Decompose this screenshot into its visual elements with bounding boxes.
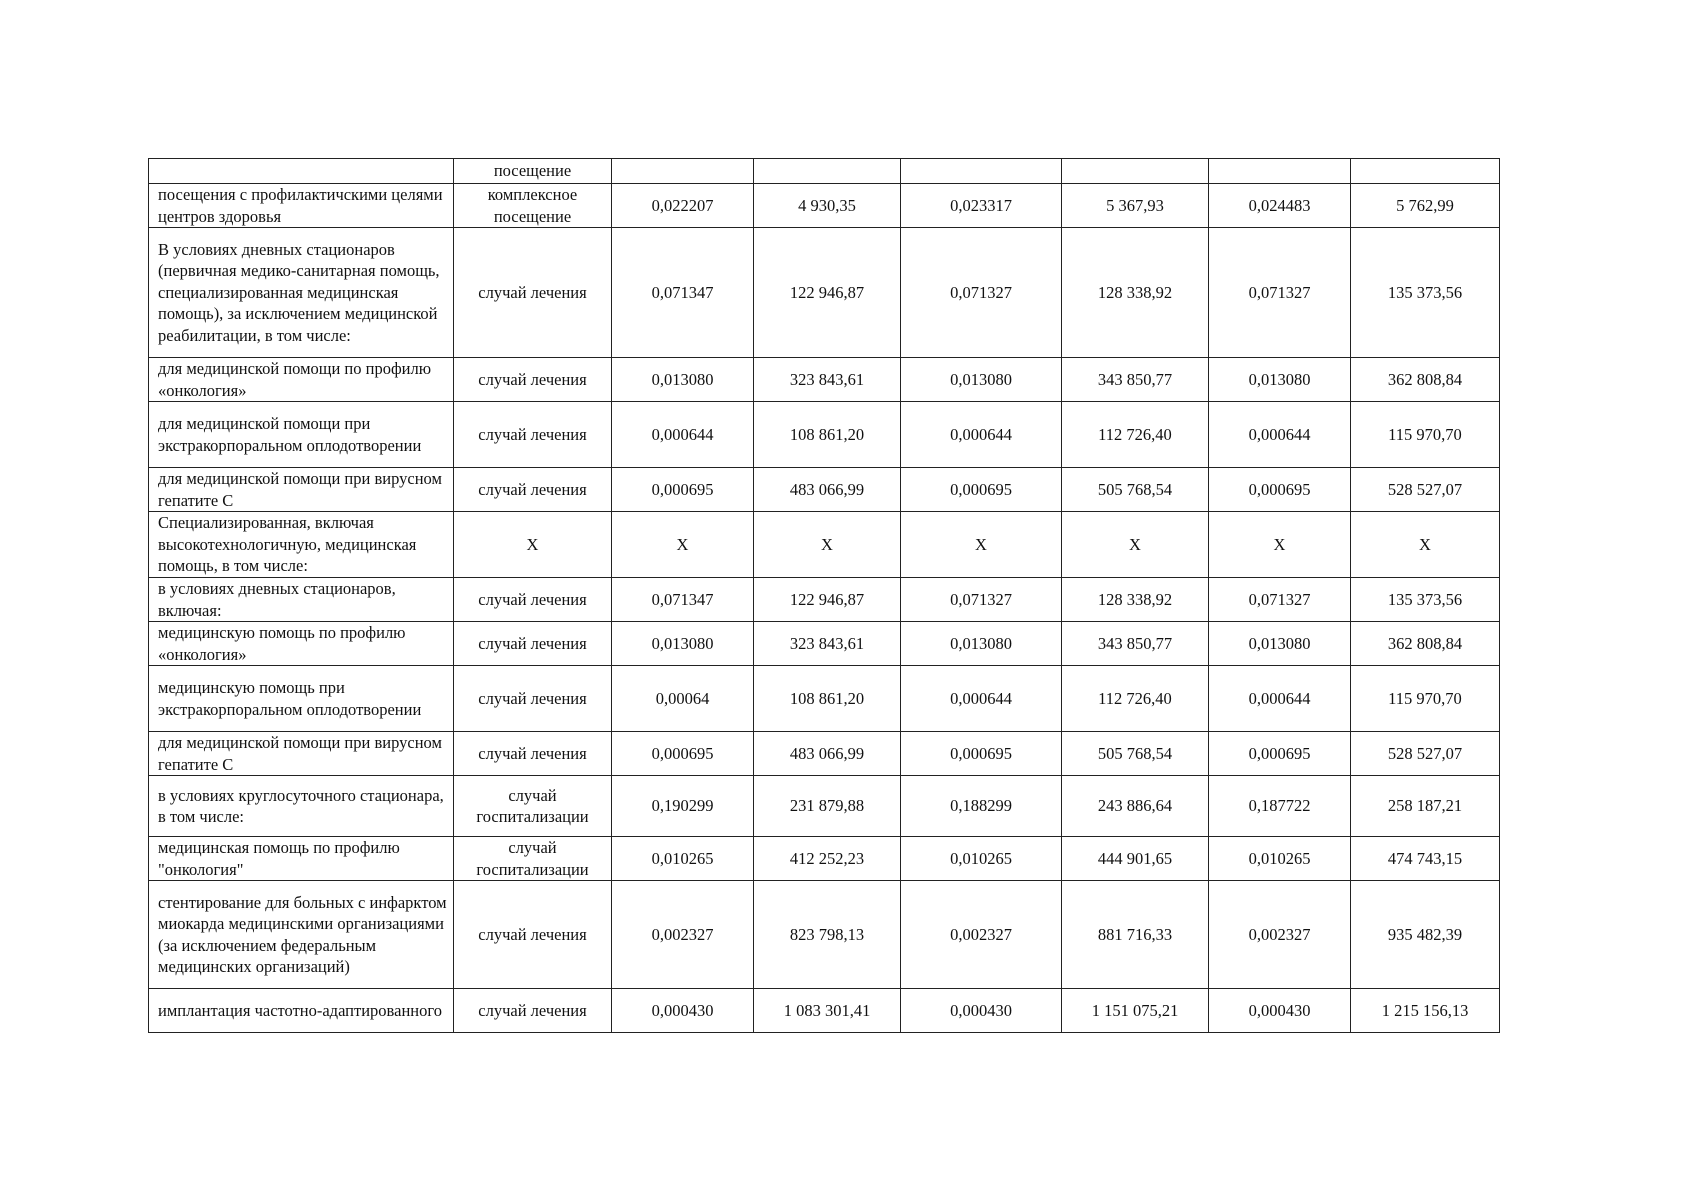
value-cell-5: 0,013080 (1209, 622, 1351, 666)
value-cell-3 (901, 159, 1062, 184)
value-cell-2: Х (754, 512, 901, 578)
value-cell-6: 528 527,07 (1351, 732, 1500, 776)
unit-cell: случай лечения (454, 358, 612, 402)
value-cell-4: 128 338,92 (1062, 228, 1209, 358)
value-cell-1: 0,022207 (612, 184, 754, 228)
value-cell-6: 115 970,70 (1351, 402, 1500, 468)
value-cell-4: 1 151 075,21 (1062, 989, 1209, 1033)
value-cell-4: Х (1062, 512, 1209, 578)
value-cell-5: 0,000695 (1209, 732, 1351, 776)
value-cell-6: 135 373,56 (1351, 228, 1500, 358)
value-cell-2: 483 066,99 (754, 732, 901, 776)
unit-cell: случай госпитализации (454, 776, 612, 837)
value-cell-1: 0,071347 (612, 228, 754, 358)
row-name-cell: медицинская помощь по профилю "онкология" (149, 837, 454, 881)
table-row (149, 578, 1500, 622)
value-cell-6: 5 762,99 (1351, 184, 1500, 228)
table-row (149, 732, 1500, 776)
value-cell-3: 0,071327 (901, 228, 1062, 358)
value-cell-6: 362 808,84 (1351, 358, 1500, 402)
value-cell-5 (1209, 159, 1351, 184)
value-cell-4: 112 726,40 (1062, 666, 1209, 732)
value-cell-2: 122 946,87 (754, 228, 901, 358)
unit-cell: Х (454, 512, 612, 578)
value-cell-4: 128 338,92 (1062, 578, 1209, 622)
value-cell-5: 0,010265 (1209, 837, 1351, 881)
value-cell-1: 0,00064 (612, 666, 754, 732)
value-cell-5: 0,000695 (1209, 468, 1351, 512)
unit-cell: случай лечения (454, 402, 612, 468)
table-row (149, 159, 1500, 184)
row-name-cell: Специализированная, включая высокотехнологичную, медицинская помощь, в том числе: (149, 512, 454, 578)
row-name-cell: для медицинской помощи по профилю «онкология» (149, 358, 454, 402)
value-cell-6: 362 808,84 (1351, 622, 1500, 666)
value-cell-3: 0,002327 (901, 881, 1062, 989)
row-name-cell: имплантация частотно-адаптированного (149, 989, 454, 1033)
value-cell-6: 1 215 156,13 (1351, 989, 1500, 1033)
value-cell-1: 0,013080 (612, 622, 754, 666)
table-row (149, 666, 1500, 732)
value-cell-5: 0,000644 (1209, 666, 1351, 732)
value-cell-1 (612, 159, 754, 184)
value-cell-3: 0,071327 (901, 578, 1062, 622)
value-cell-1: Х (612, 512, 754, 578)
unit-cell: случай лечения (454, 622, 612, 666)
value-cell-3: 0,000430 (901, 989, 1062, 1033)
value-cell-5: 0,000430 (1209, 989, 1351, 1033)
row-name-cell: для медицинской помощи при вирусном гепатите С (149, 732, 454, 776)
value-cell-1: 0,000695 (612, 732, 754, 776)
value-cell-3: 0,013080 (901, 622, 1062, 666)
value-cell-6: Х (1351, 512, 1500, 578)
value-cell-6: 135 373,56 (1351, 578, 1500, 622)
table-row (149, 837, 1500, 881)
value-cell-1: 0,002327 (612, 881, 754, 989)
value-cell-2: 122 946,87 (754, 578, 901, 622)
value-cell-4: 505 768,54 (1062, 732, 1209, 776)
unit-cell: случай госпитализации (454, 837, 612, 881)
value-cell-3: 0,023317 (901, 184, 1062, 228)
table-row (149, 228, 1500, 358)
value-cell-2: 108 861,20 (754, 402, 901, 468)
value-cell-2: 1 083 301,41 (754, 989, 901, 1033)
unit-cell: случай лечения (454, 228, 612, 358)
row-name-cell: стентирование для больных с инфарктом миокарда медицинскими организациями (за исключением федеральным медицинских организаций) (149, 881, 454, 989)
value-cell-1: 0,000695 (612, 468, 754, 512)
value-cell-5: 0,000644 (1209, 402, 1351, 468)
value-cell-4: 343 850,77 (1062, 622, 1209, 666)
value-cell-1: 0,071347 (612, 578, 754, 622)
value-cell-3: 0,000644 (901, 666, 1062, 732)
value-cell-1: 0,000644 (612, 402, 754, 468)
data-table (148, 158, 1500, 1033)
value-cell-2: 823 798,13 (754, 881, 901, 989)
value-cell-2: 483 066,99 (754, 468, 901, 512)
unit-cell: случай лечения (454, 989, 612, 1033)
value-cell-4: 243 886,64 (1062, 776, 1209, 837)
value-cell-2: 4 930,35 (754, 184, 901, 228)
value-cell-6: 935 482,39 (1351, 881, 1500, 989)
table-row (149, 402, 1500, 468)
value-cell-6: 474 743,15 (1351, 837, 1500, 881)
value-cell-5: 0,071327 (1209, 578, 1351, 622)
table-row (149, 358, 1500, 402)
value-cell-1: 0,000430 (612, 989, 754, 1033)
unit-cell: комплексное посещение (454, 184, 612, 228)
value-cell-2: 231 879,88 (754, 776, 901, 837)
value-cell-4: 444 901,65 (1062, 837, 1209, 881)
value-cell-5: 0,187722 (1209, 776, 1351, 837)
table-row (149, 468, 1500, 512)
row-name-cell: в условиях дневных стационаров, включая: (149, 578, 454, 622)
row-name-cell: в условиях круглосуточного стационара, в том числе: (149, 776, 454, 837)
unit-cell: случай лечения (454, 666, 612, 732)
value-cell-5: 0,024483 (1209, 184, 1351, 228)
value-cell-6 (1351, 159, 1500, 184)
unit-cell: случай лечения (454, 578, 612, 622)
value-cell-4: 881 716,33 (1062, 881, 1209, 989)
table-row (149, 622, 1500, 666)
value-cell-2: 108 861,20 (754, 666, 901, 732)
value-cell-4 (1062, 159, 1209, 184)
value-cell-2: 323 843,61 (754, 622, 901, 666)
row-name-cell: посещения с профилактичскими целями центров здоровья (149, 184, 454, 228)
value-cell-1: 0,010265 (612, 837, 754, 881)
value-cell-5: 0,071327 (1209, 228, 1351, 358)
value-cell-1: 0,013080 (612, 358, 754, 402)
table-row (149, 776, 1500, 837)
row-name-cell: медицинскую помощь при экстракорпоральном оплодотворении (149, 666, 454, 732)
value-cell-1: 0,190299 (612, 776, 754, 837)
unit-cell: случай лечения (454, 732, 612, 776)
value-cell-2 (754, 159, 901, 184)
value-cell-3: 0,013080 (901, 358, 1062, 402)
unit-cell: случай лечения (454, 881, 612, 989)
value-cell-3: 0,000695 (901, 732, 1062, 776)
table-row (149, 184, 1500, 228)
value-cell-6: 258 187,21 (1351, 776, 1500, 837)
value-cell-4: 5 367,93 (1062, 184, 1209, 228)
table-body (149, 159, 1500, 1033)
row-name-cell (149, 159, 454, 184)
value-cell-2: 412 252,23 (754, 837, 901, 881)
value-cell-3: 0,000695 (901, 468, 1062, 512)
unit-cell: посещение (454, 159, 612, 184)
row-name-cell: медицинскую помощь по профилю «онкология» (149, 622, 454, 666)
value-cell-5: 0,002327 (1209, 881, 1351, 989)
value-cell-2: 323 843,61 (754, 358, 901, 402)
value-cell-4: 112 726,40 (1062, 402, 1209, 468)
value-cell-4: 343 850,77 (1062, 358, 1209, 402)
table-row (149, 881, 1500, 989)
value-cell-3: 0,000644 (901, 402, 1062, 468)
value-cell-3: Х (901, 512, 1062, 578)
table-row (149, 989, 1500, 1033)
value-cell-4: 505 768,54 (1062, 468, 1209, 512)
value-cell-6: 115 970,70 (1351, 666, 1500, 732)
value-cell-5: Х (1209, 512, 1351, 578)
row-name-cell: В условиях дневных стационаров (первичная медико-санитарная помощь, специализированная медицинская помощь), за исключением медицинской реабилитации, в том числе: (149, 228, 454, 358)
table-row (149, 512, 1500, 578)
row-name-cell: для медицинской помощи при вирусном гепатите С (149, 468, 454, 512)
unit-cell: случай лечения (454, 468, 612, 512)
value-cell-3: 0,010265 (901, 837, 1062, 881)
value-cell-6: 528 527,07 (1351, 468, 1500, 512)
value-cell-3: 0,188299 (901, 776, 1062, 837)
value-cell-5: 0,013080 (1209, 358, 1351, 402)
row-name-cell: для медицинской помощи при экстракорпоральном оплодотворении (149, 402, 454, 468)
